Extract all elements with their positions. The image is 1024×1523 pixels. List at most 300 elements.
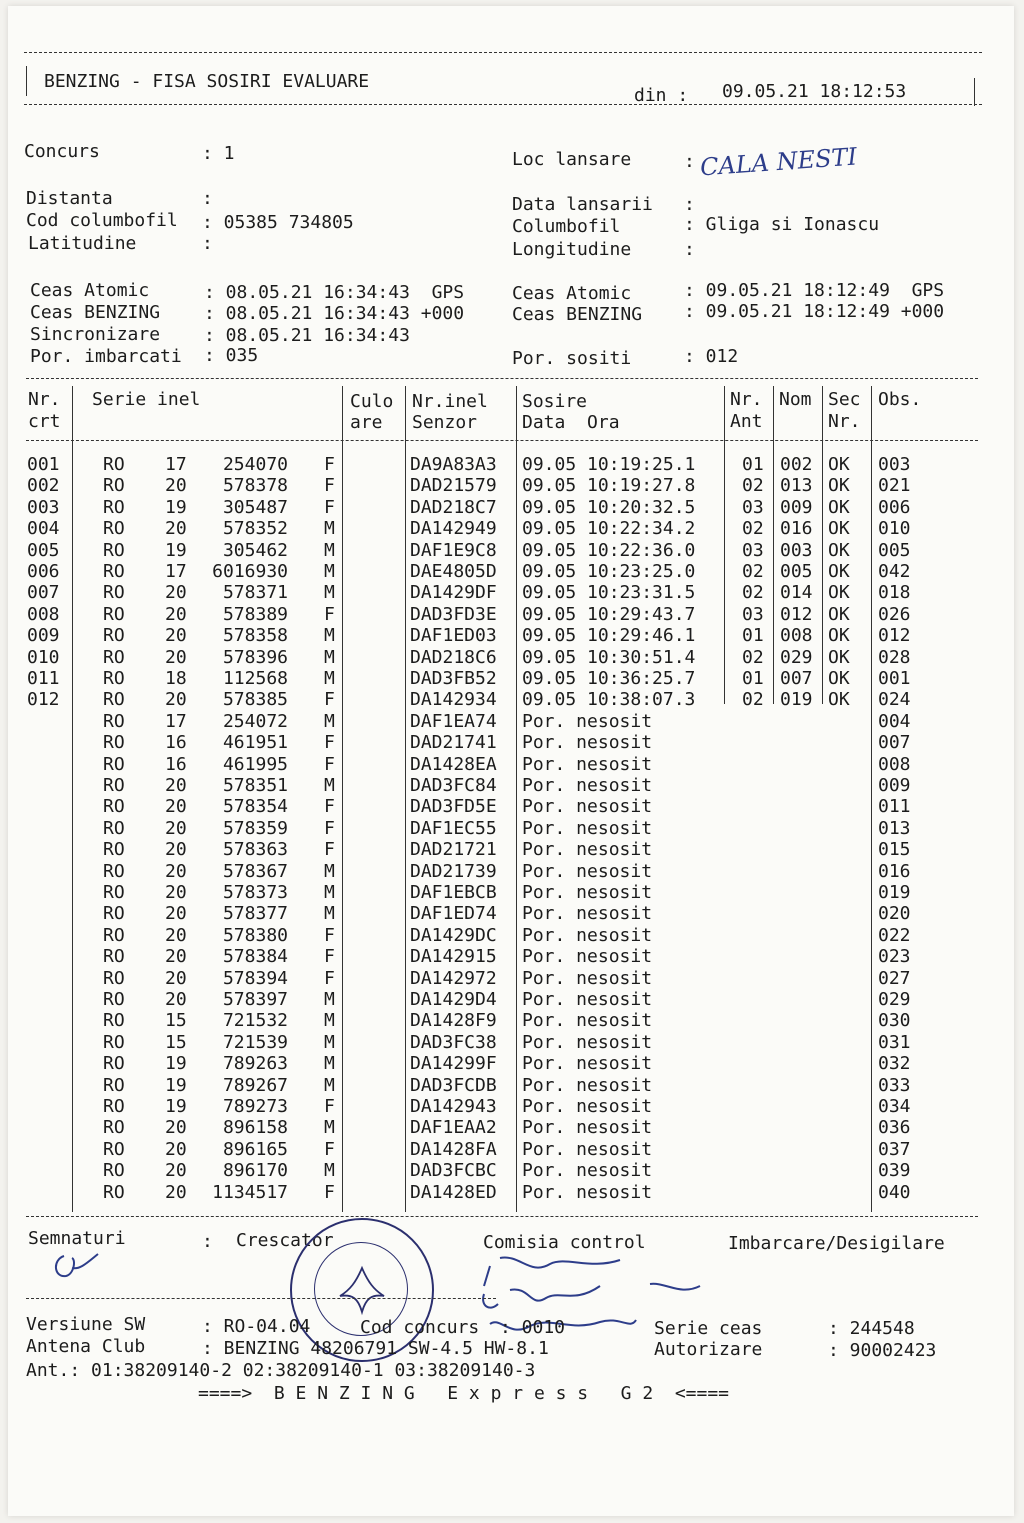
header-top-border	[24, 52, 982, 53]
cell-senzor: DAF1EA74	[410, 710, 497, 732]
cell-nom: 016	[780, 518, 813, 540]
cell-tara: RO	[103, 1117, 125, 1139]
col-nr-head-2: crt	[28, 411, 61, 432]
cell-senzor: DA1428FA	[410, 1138, 497, 1160]
cell-tara: RO	[103, 946, 125, 968]
cell-senzor: DAF1ED03	[410, 625, 497, 647]
cell-inel: 578385	[222, 689, 288, 711]
cell-nr: 010	[27, 646, 60, 668]
cell-sex: F	[324, 946, 335, 968]
col-culoare-head-1: Culo	[350, 391, 394, 412]
cell-sex: M	[324, 903, 335, 925]
table-row	[0, 1032, 1024, 1053]
cell-an: 20	[165, 603, 187, 625]
cell-inel: 896158	[222, 1117, 288, 1139]
cell-sec: OK	[828, 496, 850, 518]
header-right-border	[974, 78, 975, 106]
ceas-atomic-start-value: : 08.05.21 16:34:43 GPS	[204, 282, 465, 303]
concurs-value: : 1	[202, 143, 235, 164]
cell-tara: RO	[103, 1074, 125, 1096]
cell-inel: 578396	[222, 646, 288, 668]
table-row	[0, 775, 1024, 796]
table-row	[0, 861, 1024, 882]
serie-ceas-value: : 244548	[828, 1318, 915, 1339]
cell-inel: 254070	[222, 454, 288, 475]
autorizare-value: : 90002423	[828, 1340, 937, 1361]
imbarcare-label: Imbarcare/Desigilare	[728, 1233, 945, 1254]
col-ant-head-1: Nr.	[730, 389, 763, 410]
cell-inel: 461995	[222, 753, 288, 775]
cell-senzor: DAE4805D	[410, 561, 497, 582]
cell-sosire: 09.05 10:22:34.2	[522, 518, 696, 540]
cell-sec: OK	[828, 454, 850, 475]
semnaturi-label: Semnaturi	[28, 1228, 126, 1249]
cell-inel: 896165	[222, 1138, 288, 1160]
sincronizare-value: : 08.05.21 16:34:43	[204, 325, 410, 346]
longitudine-value: :	[684, 239, 695, 260]
cell-tara: RO	[103, 989, 125, 1010]
cell-an: 17	[165, 561, 187, 582]
cell-inel: 578359	[222, 817, 288, 839]
cell-senzor: DAD3FCBC	[410, 1160, 497, 1182]
header-bottom-border	[24, 104, 982, 105]
table-row	[0, 818, 1024, 839]
cell-inel: 578384	[222, 946, 288, 968]
cell-ant: 01	[742, 454, 764, 475]
cell-sex: M	[324, 1010, 335, 1032]
cell-obs: 027	[878, 967, 911, 989]
table-row	[0, 989, 1024, 1010]
cell-sex: M	[324, 518, 335, 540]
cell-nom: 007	[780, 668, 813, 689]
table-row	[0, 732, 1024, 753]
table-row	[0, 518, 1024, 539]
cell-ant: 03	[742, 496, 764, 518]
cell-obs: 018	[878, 582, 911, 604]
cell-ant: 01	[742, 625, 764, 647]
cell-sex: M	[324, 1074, 335, 1096]
cell-sosire: 09.05 10:20:32.5	[522, 496, 696, 518]
cell-sosire: 09.05 10:23:31.5	[522, 582, 696, 604]
cell-sex: M	[324, 860, 335, 882]
cell-sosire: Por. nesosit	[522, 1031, 653, 1053]
cell-senzor: DAD21739	[410, 860, 497, 882]
cell-an: 20	[165, 946, 187, 968]
table-row	[0, 946, 1024, 967]
cell-an: 15	[165, 1010, 187, 1032]
document-title: BENZING - FISA SOSIRI EVALUARE	[44, 71, 370, 92]
cell-nom: 005	[780, 561, 813, 582]
cell-tara: RO	[103, 668, 125, 689]
cell-obs: 004	[878, 710, 911, 732]
cell-an: 19	[165, 1053, 187, 1075]
cell-tara: RO	[103, 1010, 125, 1032]
cell-obs: 009	[878, 775, 911, 796]
cell-an: 18	[165, 668, 187, 689]
cell-tara: RO	[103, 753, 125, 775]
cell-senzor: DAD218C6	[410, 646, 497, 668]
cell-senzor: DAD218C7	[410, 496, 497, 518]
cell-an: 20	[165, 1181, 187, 1203]
cell-nr: 006	[27, 561, 60, 582]
por-imbarcati-label: Por. imbarcati	[30, 346, 182, 367]
cell-an: 20	[165, 924, 187, 946]
cell-sosire: Por. nesosit	[522, 839, 653, 861]
cell-sex: F	[324, 732, 335, 754]
cell-inel: 578397	[222, 989, 288, 1010]
ceas-atomic-end-value: : 09.05.21 18:12:49 GPS	[684, 280, 945, 301]
cell-obs: 033	[878, 1074, 911, 1096]
cell-tara: RO	[103, 710, 125, 732]
cell-sosire: Por. nesosit	[522, 860, 653, 882]
cod-concurs-value: : 0010	[500, 1317, 566, 1338]
table-row	[0, 689, 1024, 710]
data-lansarii-value: :	[684, 194, 695, 215]
cell-nom: 008	[780, 625, 813, 647]
cell-sex: M	[324, 882, 335, 903]
cell-nom: 009	[780, 496, 813, 518]
cell-inel: 305462	[222, 539, 288, 561]
cell-sec: OK	[828, 625, 850, 647]
cell-an: 20	[165, 817, 187, 839]
cell-sec: OK	[828, 518, 850, 540]
cell-obs: 029	[878, 989, 911, 1010]
cell-an: 19	[165, 1074, 187, 1096]
cell-sosire: 09.05 10:22:36.0	[522, 539, 696, 561]
cell-sosire: Por. nesosit	[522, 1181, 653, 1203]
cell-an: 15	[165, 1031, 187, 1053]
cell-senzor: DAD3FCDB	[410, 1074, 497, 1096]
cell-nom: 014	[780, 582, 813, 604]
cell-sex: F	[324, 924, 335, 946]
cell-obs: 001	[878, 668, 911, 689]
cell-obs: 008	[878, 753, 911, 775]
cell-an: 20	[165, 1160, 187, 1182]
cell-an: 20	[165, 775, 187, 796]
cell-tara: RO	[103, 646, 125, 668]
cell-nr: 002	[27, 475, 60, 497]
cell-sec: OK	[828, 603, 850, 625]
cell-senzor: DAD3FD3E	[410, 603, 497, 625]
cell-nom: 019	[780, 689, 813, 711]
cell-senzor: DAF1EC55	[410, 817, 497, 839]
cell-inel: 578371	[222, 582, 288, 604]
cell-sec: OK	[828, 646, 850, 668]
cell-senzor: DA142915	[410, 946, 497, 968]
ceas-atomic-end-label: Ceas Atomic	[512, 283, 632, 304]
cell-sex: M	[324, 710, 335, 732]
table-row	[0, 1117, 1024, 1138]
table-row	[0, 647, 1024, 668]
cell-sosire: Por. nesosit	[522, 753, 653, 775]
cell-an: 20	[165, 689, 187, 711]
cell-nr: 005	[27, 539, 60, 561]
cell-an: 19	[165, 496, 187, 518]
cell-obs: 003	[878, 454, 911, 475]
cell-sosire: Por. nesosit	[522, 710, 653, 732]
cell-tara: RO	[103, 924, 125, 946]
cell-sex: F	[324, 817, 335, 839]
sincronizare-label: Sincronizare	[30, 324, 161, 345]
cell-inel: 578377	[222, 903, 288, 925]
cell-nr: 001	[27, 454, 60, 475]
cell-ant: 02	[742, 689, 764, 711]
cell-nom: 012	[780, 603, 813, 625]
cell-sosire: Por. nesosit	[522, 967, 653, 989]
col-culoare-head-2: are	[350, 412, 383, 433]
cell-sex: F	[324, 454, 335, 475]
cell-senzor: DAD3FB52	[410, 668, 497, 689]
table-row	[0, 475, 1024, 496]
table-body	[0, 454, 1024, 1214]
cell-sosire: Por. nesosit	[522, 732, 653, 754]
table-row	[0, 1075, 1024, 1096]
cell-tara: RO	[103, 796, 125, 818]
latitudine-label: Latitudine	[28, 233, 137, 254]
cell-obs: 005	[878, 539, 911, 561]
cell-sex: F	[324, 796, 335, 818]
cell-sosire: 09.05 10:29:46.1	[522, 625, 696, 647]
cell-sex: F	[324, 603, 335, 625]
cell-obs: 012	[878, 625, 911, 647]
autorizare-label: Autorizare	[654, 1339, 763, 1360]
col-serie-head: Serie inel	[92, 389, 201, 410]
distanta-value: :	[202, 188, 213, 209]
cell-sosire: 09.05 10:19:27.8	[522, 475, 696, 497]
crescator-label: Crescator	[236, 1230, 334, 1251]
ceas-benzing-start-label: Ceas BENZING	[30, 302, 161, 323]
cell-obs: 013	[878, 817, 911, 839]
cell-obs: 028	[878, 646, 911, 668]
antena-value: : BENZING 48206791 SW-4.5 HW-8.1	[202, 1338, 549, 1359]
cell-senzor: DA1429DC	[410, 924, 497, 946]
cell-inel: 789267	[222, 1074, 288, 1096]
cell-tara: RO	[103, 582, 125, 604]
cell-sex: M	[324, 775, 335, 796]
cell-sec: OK	[828, 689, 850, 711]
cell-ant: 02	[742, 561, 764, 582]
cell-senzor: DAF1EAA2	[410, 1117, 497, 1139]
por-sositi-value: : 012	[684, 346, 739, 367]
table-row	[0, 968, 1024, 989]
cell-ant: 02	[742, 646, 764, 668]
din-label: din :	[634, 85, 689, 106]
cell-nr: 003	[27, 496, 60, 518]
cell-obs: 026	[878, 603, 911, 625]
cell-sex: M	[324, 989, 335, 1010]
cell-an: 20	[165, 1117, 187, 1139]
loc-lansare-label: Loc lansare	[512, 149, 632, 170]
cell-obs: 032	[878, 1053, 911, 1075]
cell-sec: OK	[828, 582, 850, 604]
col-senzor-head-2: Senzor	[412, 412, 478, 433]
latitudine-value: :	[202, 233, 213, 254]
cell-obs: 042	[878, 561, 911, 582]
cell-sex: M	[324, 1160, 335, 1182]
cell-sex: F	[324, 753, 335, 775]
cell-inel: 578358	[222, 625, 288, 647]
por-sositi-label: Por. sositi	[512, 348, 632, 369]
cell-sosire: Por. nesosit	[522, 1117, 653, 1139]
table-row	[0, 1182, 1024, 1203]
col-nr-head-1: Nr.	[28, 389, 61, 410]
table-bottom-border	[26, 1216, 978, 1217]
cell-tara: RO	[103, 775, 125, 796]
cell-sex: M	[324, 1053, 335, 1075]
cell-sex: M	[324, 582, 335, 604]
cell-senzor: DA1429D4	[410, 989, 497, 1010]
cell-senzor: DA1428ED	[410, 1181, 497, 1203]
cell-ant: 02	[742, 518, 764, 540]
cell-sec: OK	[828, 475, 850, 497]
cell-tara: RO	[103, 454, 125, 475]
cell-obs: 007	[878, 732, 911, 754]
cell-sosire: 09.05 10:19:25.1	[522, 454, 696, 475]
col-senzor-head-1: Nr.inel	[412, 391, 488, 412]
cell-ant: 01	[742, 668, 764, 689]
columbofil-label: Columbofil	[512, 216, 621, 237]
table-row	[0, 561, 1024, 582]
cell-senzor: DA142934	[410, 689, 497, 711]
cell-sex: F	[324, 1096, 335, 1117]
cell-inel: 6016930	[212, 561, 288, 582]
cell-senzor: DAD3FC84	[410, 775, 497, 796]
cell-senzor: DA142943	[410, 1096, 497, 1117]
cell-tara: RO	[103, 1053, 125, 1075]
cell-obs: 039	[878, 1160, 911, 1182]
cell-inel: 721539	[222, 1031, 288, 1053]
table-row	[0, 839, 1024, 860]
cell-obs: 024	[878, 689, 911, 711]
table-row	[0, 754, 1024, 775]
cell-obs: 034	[878, 1096, 911, 1117]
cell-inel: 578352	[222, 518, 288, 540]
table-row	[0, 1053, 1024, 1074]
cell-an: 19	[165, 539, 187, 561]
cell-tara: RO	[103, 625, 125, 647]
cell-sosire: Por. nesosit	[522, 946, 653, 968]
cell-an: 19	[165, 1096, 187, 1117]
cell-an: 20	[165, 839, 187, 861]
col-sosire-head-2: Data Ora	[522, 412, 620, 433]
cell-tara: RO	[103, 1031, 125, 1053]
col-obs-head: Obs.	[878, 389, 922, 410]
cell-sex: M	[324, 668, 335, 689]
cell-sosire: Por. nesosit	[522, 1053, 653, 1075]
cell-inel: 578363	[222, 839, 288, 861]
cell-obs: 040	[878, 1181, 911, 1203]
cell-tara: RO	[103, 475, 125, 497]
cell-sosire: Por. nesosit	[522, 1160, 653, 1182]
cell-sex: F	[324, 475, 335, 497]
cell-inel: 112568	[222, 668, 288, 689]
cell-sosire: Por. nesosit	[522, 1074, 653, 1096]
cell-inel: 1134517	[212, 1181, 288, 1203]
concurs-label: Concurs	[24, 141, 100, 162]
data-lansarii-label: Data lansarii	[512, 194, 653, 215]
cell-obs: 011	[878, 796, 911, 818]
cell-obs: 037	[878, 1138, 911, 1160]
cell-an: 20	[165, 646, 187, 668]
cell-sex: F	[324, 1181, 335, 1203]
cell-senzor: DAF1ED74	[410, 903, 497, 925]
cell-nr: 012	[27, 689, 60, 711]
ceas-atomic-start-label: Ceas Atomic	[30, 280, 150, 301]
cell-sosire: Por. nesosit	[522, 817, 653, 839]
cod-concurs-label: Cod concurs	[360, 1317, 480, 1338]
cell-sex: M	[324, 1031, 335, 1053]
cell-an: 20	[165, 625, 187, 647]
table-top-border	[26, 378, 978, 379]
cell-obs: 006	[878, 496, 911, 518]
ceas-benzing-start-value: : 08.05.21 16:34:43 +000	[204, 303, 465, 324]
cell-senzor: DA142972	[410, 967, 497, 989]
cell-sosire: Por. nesosit	[522, 924, 653, 946]
cell-inel: 789273	[222, 1096, 288, 1117]
cell-sosire: Por. nesosit	[522, 1096, 653, 1117]
cell-tara: RO	[103, 860, 125, 882]
table-row	[0, 1010, 1024, 1031]
cell-inel: 305487	[222, 496, 288, 518]
table-row	[0, 497, 1024, 518]
cell-tara: RO	[103, 603, 125, 625]
cell-tara: RO	[103, 817, 125, 839]
cell-senzor: DA9A83A3	[410, 454, 497, 475]
cell-nom: 029	[780, 646, 813, 668]
cell-sex: M	[324, 1117, 335, 1139]
cell-an: 20	[165, 475, 187, 497]
cell-obs: 036	[878, 1117, 911, 1139]
cell-an: 16	[165, 732, 187, 754]
cell-sosire: Por. nesosit	[522, 882, 653, 903]
cell-an: 20	[165, 1138, 187, 1160]
cell-obs: 019	[878, 882, 911, 903]
cell-ant: 02	[742, 582, 764, 604]
cell-senzor: DAF1E9C8	[410, 539, 497, 561]
cell-nr: 011	[27, 668, 60, 689]
cell-senzor: DAD3FD5E	[410, 796, 497, 818]
cell-an: 20	[165, 518, 187, 540]
distanta-label: Distanta	[26, 188, 113, 209]
loc-lansare-handwritten: CALA NESTI	[699, 142, 858, 182]
semnaturi-colon: :	[202, 1231, 213, 1252]
cell-an: 20	[165, 882, 187, 903]
cell-an: 20	[165, 989, 187, 1010]
cell-tara: RO	[103, 882, 125, 903]
benzing-express-banner: ====> B E N Z I N G E x p r e s s G 2 <====	[198, 1383, 730, 1404]
versiune-label: Versiune SW	[26, 1314, 146, 1335]
cell-an: 20	[165, 796, 187, 818]
cell-sex: F	[324, 689, 335, 711]
cell-inel: 578378	[222, 475, 288, 497]
cell-sosire: 09.05 10:30:51.4	[522, 646, 696, 668]
cell-obs: 030	[878, 1010, 911, 1032]
footer-separator	[26, 1298, 496, 1299]
table-row	[0, 582, 1024, 603]
cell-tara: RO	[103, 732, 125, 754]
cell-an: 16	[165, 753, 187, 775]
cell-tara: RO	[103, 903, 125, 925]
cell-sosire: Por. nesosit	[522, 1010, 653, 1032]
cell-sex: M	[324, 561, 335, 582]
cell-inel: 578373	[222, 882, 288, 903]
cell-tara: RO	[103, 967, 125, 989]
cell-inel: 461951	[222, 732, 288, 754]
table-row	[0, 1096, 1024, 1117]
cell-sosire: 09.05 10:38:07.3	[522, 689, 696, 711]
table-row	[0, 1160, 1024, 1181]
cell-ant: 03	[742, 603, 764, 625]
